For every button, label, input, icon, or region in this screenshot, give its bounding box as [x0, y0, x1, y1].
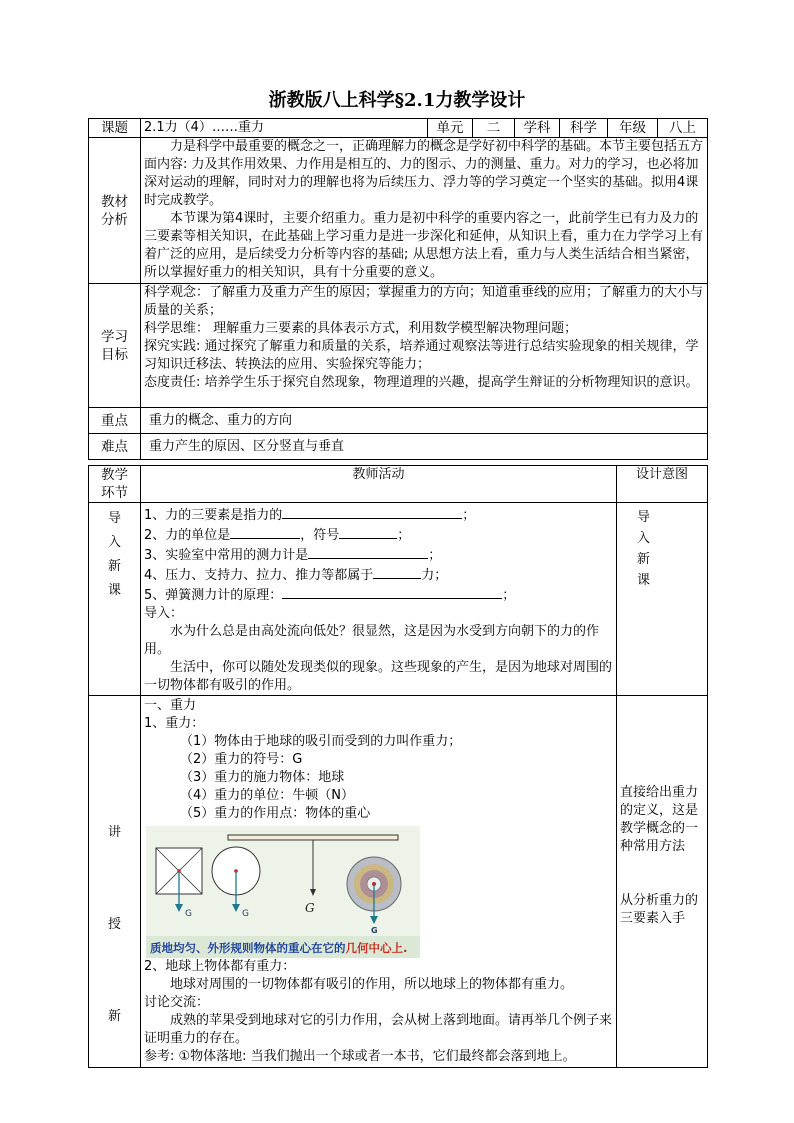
intro-intent-char: 课	[637, 573, 651, 588]
unit-label: 单元	[428, 119, 473, 138]
square-g-label: G	[185, 909, 192, 919]
gravity-item: （4）重力的单位：牛顿（N）	[180, 788, 354, 803]
review-question-2: 2、力的单位是 ，符号 ；	[144, 525, 613, 545]
reference-answer: 参考: ①物体落地: 当我们抛出一个球或者一本书，它们最终都会落到地上。	[144, 1049, 576, 1064]
discussion-paragraph: 成熟的苹果受到地球对它的引力作用，会从树上落到地面。请再举几个例子来证明重力的存在。	[144, 1013, 613, 1046]
lecture-stage-cell	[89, 696, 141, 1068]
design-intent-header: 设计意图	[617, 466, 708, 503]
teaching-process-table	[88, 465, 708, 1068]
lead-in-label: 导入：	[144, 606, 184, 621]
objectives-label	[89, 284, 141, 408]
review-question-3: 3、实验室中常用的测力计是 ；	[144, 545, 613, 565]
difficulties-value: 重力产生的原因、区分竖直与垂直	[141, 434, 708, 460]
intro-intent-char: 导	[637, 510, 651, 525]
gravity-item: （3）重力的施力物体：地球	[180, 770, 345, 785]
key-points-value: 重力的概念、重力的方向	[141, 408, 708, 434]
review-question-5: 5、弹簧测力计的原理： ；	[144, 585, 613, 605]
key-points-label: 重点	[89, 408, 141, 434]
gravity-item: （5）重力的作用点：物体的重心	[180, 806, 371, 821]
objectives-label-1: 学习	[101, 328, 128, 345]
disc-g-label: G	[371, 926, 378, 935]
discussion-label: 讨论交流：	[144, 995, 210, 1010]
lecture-intent-2: 从分析重力的三要素入手	[620, 893, 699, 926]
lecture-paragraph-1: 地球对周围的一切物体都有吸引的作用，所以地球上的物体都有重力。	[170, 977, 574, 992]
unit-value: 二	[473, 119, 515, 138]
intro-intent-char: 入	[637, 531, 651, 546]
objectives-content	[141, 284, 708, 408]
review-question-1: 1、力的三要素是指力的 ；	[144, 505, 613, 525]
gravity-item: （1）物体由于地球的吸引而受到的力叫作重力；	[180, 734, 462, 749]
objective-item: 态度责任: 培养学生乐于探究自然现象，物理道理的兴趣，提高学生辩证的分析物理知识的意识。	[144, 375, 699, 390]
review-question-4: 4、压力、支持力、拉力、推力等都属于 力；	[144, 565, 613, 585]
gravity-item: （2）重力的符号：G	[180, 752, 303, 767]
page-title: 浙教版八上科学§2.1力教学设计	[268, 90, 526, 111]
center-of-gravity-figure	[146, 826, 420, 958]
lesson-info-table	[88, 118, 708, 460]
intro-activity-cell	[141, 503, 617, 696]
stage-header-1: 教学	[101, 467, 128, 483]
lecture-intent-cell	[617, 696, 708, 1068]
lecture-stage-char: 新	[107, 1009, 121, 1024]
grade-value: 八上	[658, 119, 708, 138]
lecture-activity-cell	[141, 696, 617, 1068]
analysis-label-1: 教材	[101, 193, 128, 210]
intro-stage-char: 新	[107, 559, 121, 574]
intro-intent-char: 新	[637, 552, 651, 567]
caption-highlight: 几何中心上.	[345, 941, 408, 955]
intro-stage-char: 导	[107, 511, 121, 526]
analysis-paragraph-2: 本节课为第4课时，主要介绍重力。重力是初中科学的重要内容之一，此前学生已有力及力的三要素等相关知识，在此基础上学习重力是进一步深化和延伸，从知识上看，重力在力学学习上有着广泛的应用，是后续受力分析等内容的基础; 从思想方法上看，重力与人类生活结合相当紧密，所以掌握好重力的相关知识，具有十分重要的意义。	[144, 211, 704, 280]
analysis-paragraph-1: 力是科学中最重要的概念之一，正确理解力的概念是学好初中科学的基础。本节主要包括五方面内容: 力及其作用效果、力作用是相互的、力的图示、力的测量、重力。对力的学习，也必将加深对运动的理解，同时对力的理解也将为后续压力、浮力等的学习奠定一个坚实的基础。拟用4课时完成教学。	[144, 139, 704, 208]
course-value: 2.1力（4）……重力	[141, 119, 428, 138]
lecture-heading-2: 1、重力：	[144, 716, 205, 731]
objectives-label-2: 目标	[101, 346, 128, 363]
course-label: 课题	[89, 119, 141, 138]
grade-label: 年级	[608, 119, 658, 138]
analysis-content	[141, 138, 708, 284]
figure-caption	[150, 941, 407, 955]
caption-start: 质地均匀、外形规则物体的重心在它的	[150, 941, 346, 955]
teacher-activity-header: 教师活动	[141, 466, 617, 503]
stage-header-2: 环节	[101, 485, 128, 501]
difficulties-label: 难点	[89, 434, 141, 460]
objective-item: 科学观念：了解重力及重力产生的原因；掌握重力的方向；知道重垂线的应用；了解重力的大小与质量的关系；	[144, 285, 704, 318]
analysis-label	[89, 138, 141, 284]
stage-header	[89, 466, 141, 503]
objective-item: 探究实践: 通过探究了解重力和质量的关系，培养通过观察法等进行总结实验现象的相关规律，学习知识迁移法、转换法的应用、实验探究等能力；	[144, 339, 699, 372]
subject-value: 科学	[560, 119, 608, 138]
circle-g-label: G	[242, 909, 249, 919]
intro-stage-char: 入	[107, 535, 121, 550]
lecture-intent-1: 直接给出重力的定义，这是教学概念的一种常用方法	[620, 785, 699, 854]
intro-stage-cell	[89, 503, 141, 696]
rod-g-label: G	[305, 901, 315, 915]
lead-in-paragraph-1: 水为什么总是由高处流向低处？很显然，这是因为水受到方向朝下的力的作用。	[144, 624, 600, 657]
intro-intent-cell	[617, 503, 708, 696]
lecture-stage-char: 授	[107, 917, 121, 932]
lecture-heading-1: 一、重力	[144, 698, 197, 713]
lecture-heading-3: 2、地球上物体都有重力：	[144, 959, 296, 974]
analysis-label-2: 分析	[101, 211, 128, 228]
lecture-stage-char: 讲	[107, 825, 121, 840]
objective-item: 科学思维： 理解重力三要素的具体表示方式，利用数学模型解决物理问题；	[144, 321, 578, 336]
intro-stage-char: 课	[107, 583, 121, 598]
lead-in-paragraph-2: 生活中，你可以随处发现类似的现象。这些现象的产生，是因为地球对周围的一切物体都有吸引的作用。	[144, 660, 613, 693]
subject-label: 学科	[515, 119, 560, 138]
